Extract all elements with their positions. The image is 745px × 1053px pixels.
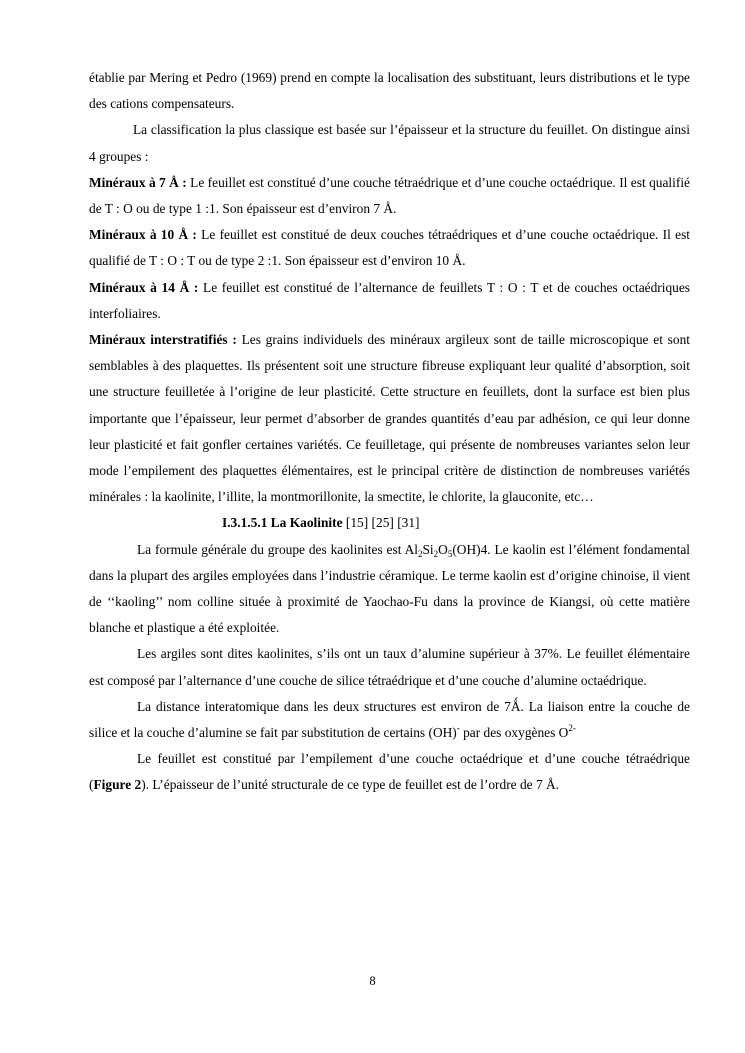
paragraph-feuillet [89,746,690,798]
subscript: 5 [447,548,453,559]
text-run: Le feuillet est constitué par l’empilement d’une couche octaédrique et d’une couche tétraédrique ( [89,751,690,793]
group-label: Minéraux à 7 Å : [89,174,187,190]
group-10-angstrom [89,222,690,274]
text-run: La distance interatomique dans les deux structures est environ de 7Ǻ. La liaison entre la couche de silice et la couche d’alumine se fait par substitution de certains (OH) [89,698,690,741]
subscript: 2 [433,548,439,559]
paragraph-classification: La classification la plus classique est basée sur l’épaisseur et la structure du feuillet. On distingue ainsi 4 groupes : [89,122,690,164]
section-heading-kaolinite [89,510,690,536]
group-text: Le feuillet est constitué de deux couches tétraédriques et d’une couche octaédrique. Il est qualifié de T : O : T ou de type 2 :1. Son épaisseur est d’environ 10 Å. [89,227,690,269]
paragraph-intro: établie par Mering et Pedro (1969) prend en compte la localisation des substituant, leurs distributions et le type des cations compensateurs. [89,70,690,112]
paragraph-alumine: Les argiles sont dites kaolinites, s’ils ont un taux d’alumine supérieur à 37%. Le feuillet élémentaire est composé par l’alternance d’une couche de silice tétraédrique et d’une couche d’alumine octaédrique. [89,646,690,688]
text-run: ). L’épaisseur de l’unité structurale de ce type de feuillet est de l’ordre de 7 Å. [141,777,559,793]
group-7-angstrom [89,170,690,222]
paragraph-distance [89,694,690,746]
group-text: Le feuillet est constitué de l’alternance de feuillets T : O : T et de couches octaédriques interfoliaires. [89,279,690,321]
group-interstratified [89,327,690,510]
superscript: - [456,723,460,734]
section-references: [15] [25] [31] [342,515,420,531]
text-run: La formule générale du groupe des kaolinites est Al [137,541,418,557]
page-content [89,65,690,799]
figure-reference: Figure 2 [93,777,142,793]
paragraph-formula [89,537,690,642]
text-run: O [438,541,448,557]
text-run: Si [422,541,434,557]
section-title: I.3.1.5.1 La Kaolinite [222,515,343,531]
group-14-angstrom [89,275,690,327]
superscript: 2- [568,723,576,734]
group-label: Minéraux à 10 Å : [89,227,197,243]
group-label: Minéraux à 14 Å : [89,279,199,295]
subscript: 2 [417,548,423,559]
group-label: Minéraux interstratifiés : [89,332,237,348]
text-run: par des oxygènes O [459,725,569,741]
group-text: Les grains individuels des minéraux argileux sont de taille microscopique et sont semblables à des plaquettes. Ils présentent soit une structure fibreuse expliquant leur qualité d’absorption, soit une structure feuilletée à l’origine de leur plasticité. Cette structure en feuillets, dont la surface est bien plus importante que l’épaisseur, leur permet d’absorber de grandes quantités d’eau par adhésion, ce qui leur donne leur plasticité et fait gonfler certaines variétés. Ce feuilletage, qui présente de nombreuses variantes selon leur mode l’empilement des plaquettes élémentaires, est le principal critère de distinction de nombreuses variétés minérales : la kaolinite, l’illite, la montmorillonite, la smectite, le chlorite, la glauconite, etc… [89,332,690,505]
group-text: Le feuillet est constitué d’une couche tétraédrique et d’une couche octaédrique. Il est qualifié de T : O ou de type 1 :1. Son épaisseur est d’environ 7 Å. [89,174,690,217]
text-run: (OH)4. Le kaolin est l’élément fondamental dans la plupart des argiles employées dans l’industrie céramique. Le terme kaolin est d’origine chinoise, il vient de ‘‘kaoling’’ nom colline située à proximité de Yaochao-Fu dans la province de Kiangsi, où cette matière blanche et plastique a été exploitée. [89,541,691,636]
page-number: 8 [369,974,376,988]
